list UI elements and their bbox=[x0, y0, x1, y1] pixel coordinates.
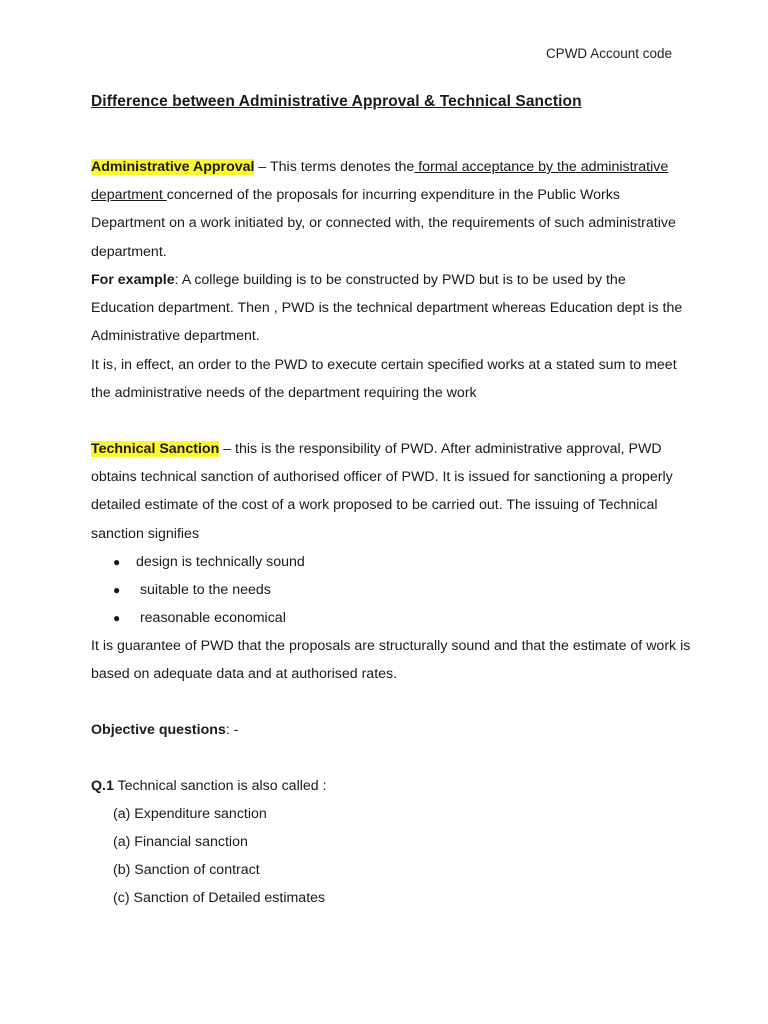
admin-approval-rest: concerned of the proposals for incurring expenditure in the Public Works Department on a work initiated by, or connected with, the requirements of such administrative department. bbox=[91, 187, 676, 260]
option-item: (a) Financial sanction bbox=[113, 834, 248, 850]
objective-label: Objective questions bbox=[91, 722, 226, 738]
question-1 bbox=[91, 772, 691, 800]
technical-sanction-paragraph bbox=[91, 435, 691, 548]
bullet-icon: ● bbox=[113, 583, 121, 597]
admin-approval-term: Administrative Approval bbox=[91, 159, 255, 175]
list-item: ● reasonable economical bbox=[91, 604, 305, 632]
option-item: (b) Sanction of contract bbox=[113, 862, 260, 878]
list-item: ● suitable to the needs bbox=[91, 576, 305, 604]
bullet-icon: ● bbox=[113, 555, 121, 569]
example-paragraph bbox=[91, 266, 691, 351]
question-text: Technical sanction is also called : bbox=[113, 778, 327, 794]
technical-sanction-text: – this is the responsibility of PWD. After administrative approval, PWD obtains technical sanction of authorised officer of PWD. It is issued for sanctioning a properly detailed estimate of the cost of a work proposed to be carried out. The issuing of Technical sanction signifies bbox=[91, 441, 673, 542]
question-number: Q.1 bbox=[91, 778, 114, 794]
header-text: CPWD Account code bbox=[545, 46, 672, 61]
page-title: Difference between Administrative Approval & Technical Sanction bbox=[91, 93, 582, 110]
objective-heading bbox=[91, 716, 691, 744]
technical-sanction-term: Technical Sanction bbox=[91, 441, 220, 457]
guarantee-paragraph: It is guarantee of PWD that the proposals are structurally sound and that the estimate of work is based on adequate data and at authorised rates. bbox=[91, 638, 691, 683]
signifies-list bbox=[91, 548, 305, 632]
list-item: ● design is technically sound bbox=[91, 548, 305, 576]
example-text: : A college building is to be constructed by PWD but is to be used by the Education department. Then , PWD is the technical department whereas Education dept is the Administrative department. bbox=[91, 272, 683, 345]
admin-approval-underlined: formal acceptance by the administrative department bbox=[91, 159, 669, 204]
admin-approval-paragraph bbox=[91, 153, 691, 266]
question-1-options bbox=[113, 800, 325, 912]
admin-approval-dash: – This terms denotes the bbox=[254, 159, 415, 175]
bullet-icon: ● bbox=[113, 611, 121, 625]
example-label: For example bbox=[91, 272, 175, 288]
option-item: (c) Sanction of Detailed estimates bbox=[113, 890, 326, 906]
objective-suffix: : - bbox=[225, 722, 239, 738]
option-item: (a) Expenditure sanction bbox=[113, 806, 267, 822]
effect-paragraph: It is, in effect, an order to the PWD to execute certain specified works at a stated sum to meet the administrative needs of the department requiring the work bbox=[91, 357, 677, 402]
